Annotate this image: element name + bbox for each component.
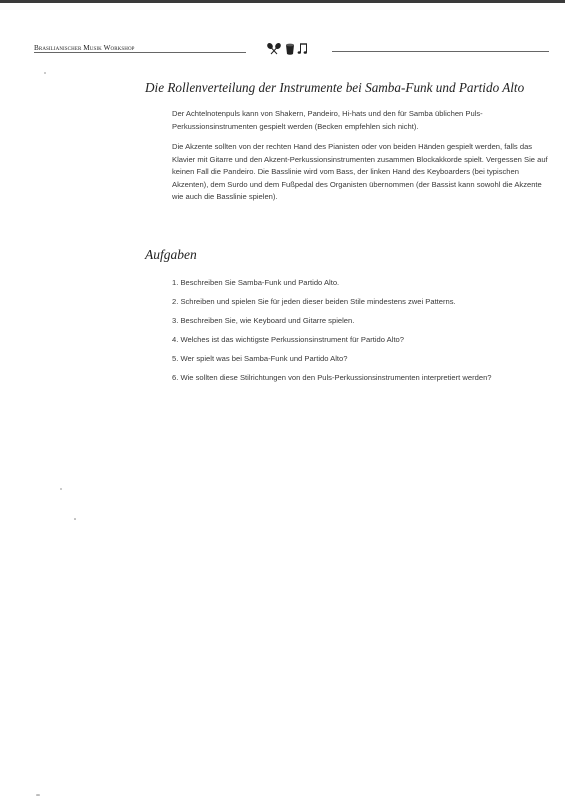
music-note-icon (298, 44, 307, 54)
scan-speck (74, 518, 76, 520)
hand-drum-icon (286, 44, 294, 55)
top-border-rule (0, 0, 565, 3)
section-title-rollenverteilung: Die Rollenverteilung der Instrumente bei Samba-Funk und Partido Alto (145, 80, 525, 95)
list-item: 6. Wie sollten diese Stilrichtungen von den Puls-Perkussionsinstrumenten interpretiert werden? (172, 372, 492, 382)
paragraph-akzente: Die Akzente sollten von der rechten Hand des Pianisten oder von beiden Händen gespielt werden, falls das Klavier mit Gitarre und den Akzent-Perkussionsinstrumenten zusammen Blockakkorde spielt. Vergessen Sie auf keinen Fall die Pandeiro. Die Basslinie wird vom Bass, der linken Hand des Keyboarders (bei typischen Akzenten), dem Surdo und dem Fußpedal des Organisten übernommen (der Bassist kann sowohl die Akzente wie auch die Basslinie spielen). (172, 142, 548, 202)
header-title: Brasilianischer Musik Workshop (34, 44, 135, 52)
scan-speck (60, 488, 62, 490)
header-rule-right (332, 51, 549, 52)
header-icon-group (266, 42, 316, 56)
maracas-icon (266, 42, 282, 54)
paragraph-achtelnotenpuls: Der Achtelnotenpuls kann von Shakern, Pandeiro, Hi-hats und den für Samba üblichen Puls-Perkussionsinstrumenten gespielt werden (Becken empfehlen sich nicht). (172, 109, 483, 131)
scan-speck (36, 794, 40, 796)
header-rule-left (34, 52, 246, 53)
section-title-aufgaben: Aufgaben (145, 247, 197, 262)
scan-speck (44, 72, 46, 74)
list-item: 4. Welches ist das wichtigste Perkussionsinstrument für Partido Alto? (172, 334, 404, 344)
page-header (34, 44, 549, 60)
list-item: 1. Beschreiben Sie Samba-Funk und Partido Alto. (172, 278, 340, 287)
list-item: 5. Wer spielt was bei Samba-Funk und Partido Alto? (172, 353, 348, 363)
list-item: 3. Beschreiben Sie, wie Keyboard und Gitarre spielen. (172, 315, 355, 325)
list-item: 2. Schreiben und spielen Sie für jeden dieser beiden Stile mindestens zwei Patterns. (172, 296, 456, 306)
task-list (172, 277, 550, 390)
